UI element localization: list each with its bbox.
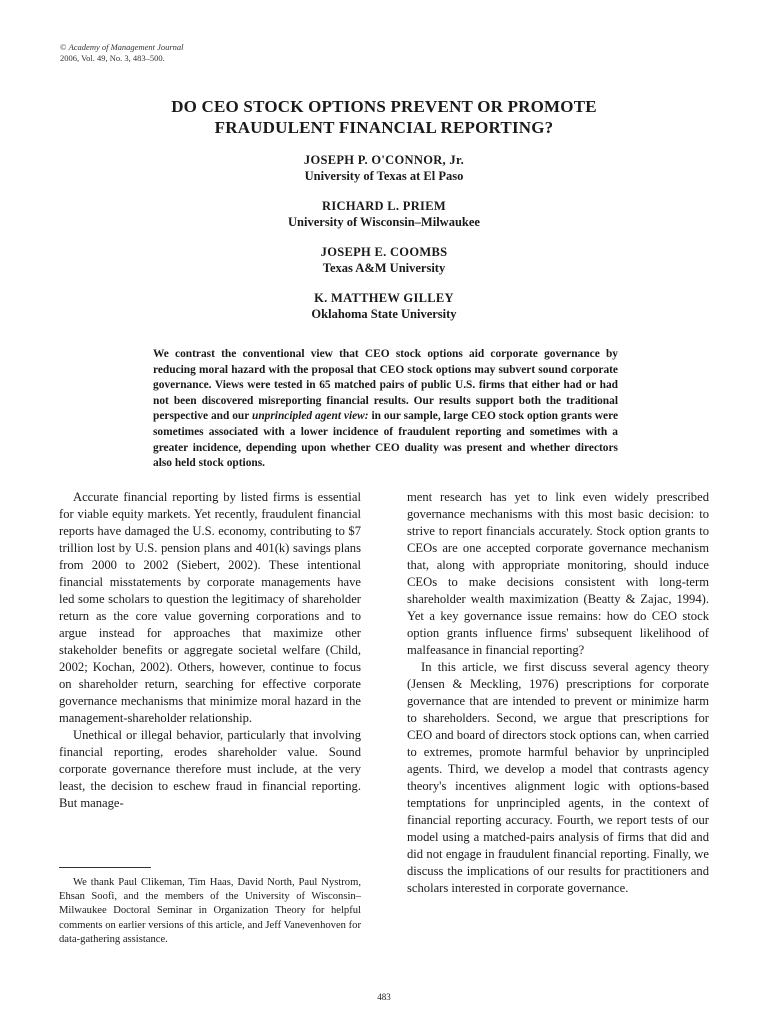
author-block (60, 152, 708, 184)
copyright-mark: © (60, 42, 69, 52)
abstract-text-end: in our sample, large CEO stock option grants were sometimes associated with a lower incidence of fraudulent reporting and sometimes with a greater incidence, depending upon whether CEO duality was present and whether directors also held stock options. (153, 410, 618, 470)
body-paragraph-continued: ment research has yet to link even widely prescribed governance mechanisms with this most basic decision: to strive to report financials accurately. Stock option grants to CEOs are one accepted corporate governance mechanism that, along with appropriate monitoring, should induce CEOs to make decisions consistent with long-term shareholder wealth maximization (Beatty & Zajac, 1994). Yet a key governance issue remains: how do CEO stock option grants influence firms' subsequent likelihood of malfeasance in financial reporting? (407, 490, 709, 657)
author-affiliation: University of Texas at El Paso (304, 169, 464, 183)
author-name: RICHARD L. PRIEM (322, 199, 446, 213)
author-block (60, 290, 708, 322)
abstract-text-start: We contrast the conventional view that CEO stock options aid corporate governance by reducing moral hazard with the proposal that CEO stock options may subvert sound corporate governance. Views were tested in 65 matched pairs of public U.S. firms that either had or had not been discovered misreporting financial results. Our results support both the traditional perspective and our (153, 348, 618, 423)
body-paragraph: In this article, we first discuss several agency theory (Jensen & Meckling, 1976) prescriptions for corporate governance that are intended to prevent or minimize harm to shareholders. Second, we argue that prescriptions for CEO and board of directors stock options can, when carried to extremes, promote harmful behavior by unprincipled agents. Third, we develop a model that contrasts agency theory's incentives alignment logic with options-based temptations for unprincipled agents, in the context of financial reporting accuracy. Fourth, we report tests of our model using a matched-pairs analysis of firms that did and did not engage in fraudulent financial reporting. Finally, we discuss the implications of our results for practitioners and scholars interested in corporate governance. (407, 660, 709, 895)
author-block (60, 198, 708, 230)
abstract-emphasis: unprincipled agent view: (252, 410, 369, 423)
body-paragraph: Unethical or illegal behavior, particularly that involving financial reporting, erodes shareholder value. Sound corporate governance therefore must include, at the very least, the decision to eschew fraud in financial reporting. But manage- (59, 728, 361, 810)
title-line-1: DO CEO STOCK OPTIONS PREVENT OR PROMOTE (171, 97, 597, 116)
author-affiliation: Texas A&M University (322, 261, 446, 275)
author-affiliation: University of Wisconsin–Milwaukee (288, 215, 480, 229)
article-title (60, 96, 708, 138)
title-line-2: FRAUDULENT FINANCIAL REPORTING? (214, 118, 554, 137)
body-column-left (59, 489, 361, 812)
body-paragraph: Accurate financial reporting by listed firms is essential for viable equity markets. Yet recently, fraudulent financial reports have damaged the U.S. economy, contributing to $7 trillion lost by U.S. pension plans and 401(k) savings plans from 2000 to 2002 (Siebert, 2002). These intentional financial misstatements by corporate managements have led some scholars to question the legitimacy of shareholder return as the core value governing corporations and to argue instead for approaches that maximize other stakeholder benefits or aggregate societal welfare (Child, 2002; Kochan, 2002). Others, however, continue to focus on shareholder return, searching for effective corporate governance mechanisms that minimize moral hazard in the management-shareholder relationship. (59, 490, 361, 725)
footnote: We thank Paul Clikeman, Tim Haas, David North, Paul Nystrom, Ehsan Soofi, and the members of the University of Wisconsin–Milwaukee Doctoral Seminar in Organization Theory for helpful comments on earlier versions of this article, and Jeff Vanevenhoven for data-gathering assistance. (59, 877, 361, 945)
journal-header (60, 42, 184, 64)
author-block (60, 244, 708, 276)
author-list (60, 152, 708, 336)
page-number: 483 (377, 992, 391, 1002)
journal-citation: 2006, Vol. 49, No. 3, 483–500. (60, 53, 165, 63)
author-name: JOSEPH P. O'CONNOR, Jr. (303, 153, 465, 167)
body-column-right (407, 489, 709, 897)
author-name: K. MATTHEW GILLEY (314, 291, 454, 305)
author-name: JOSEPH E. COOMBS (320, 245, 448, 259)
journal-name: Academy of Management Journal (68, 42, 184, 52)
abstract (153, 347, 618, 472)
footnote-rule (59, 867, 151, 868)
author-affiliation: Oklahoma State University (311, 307, 457, 321)
